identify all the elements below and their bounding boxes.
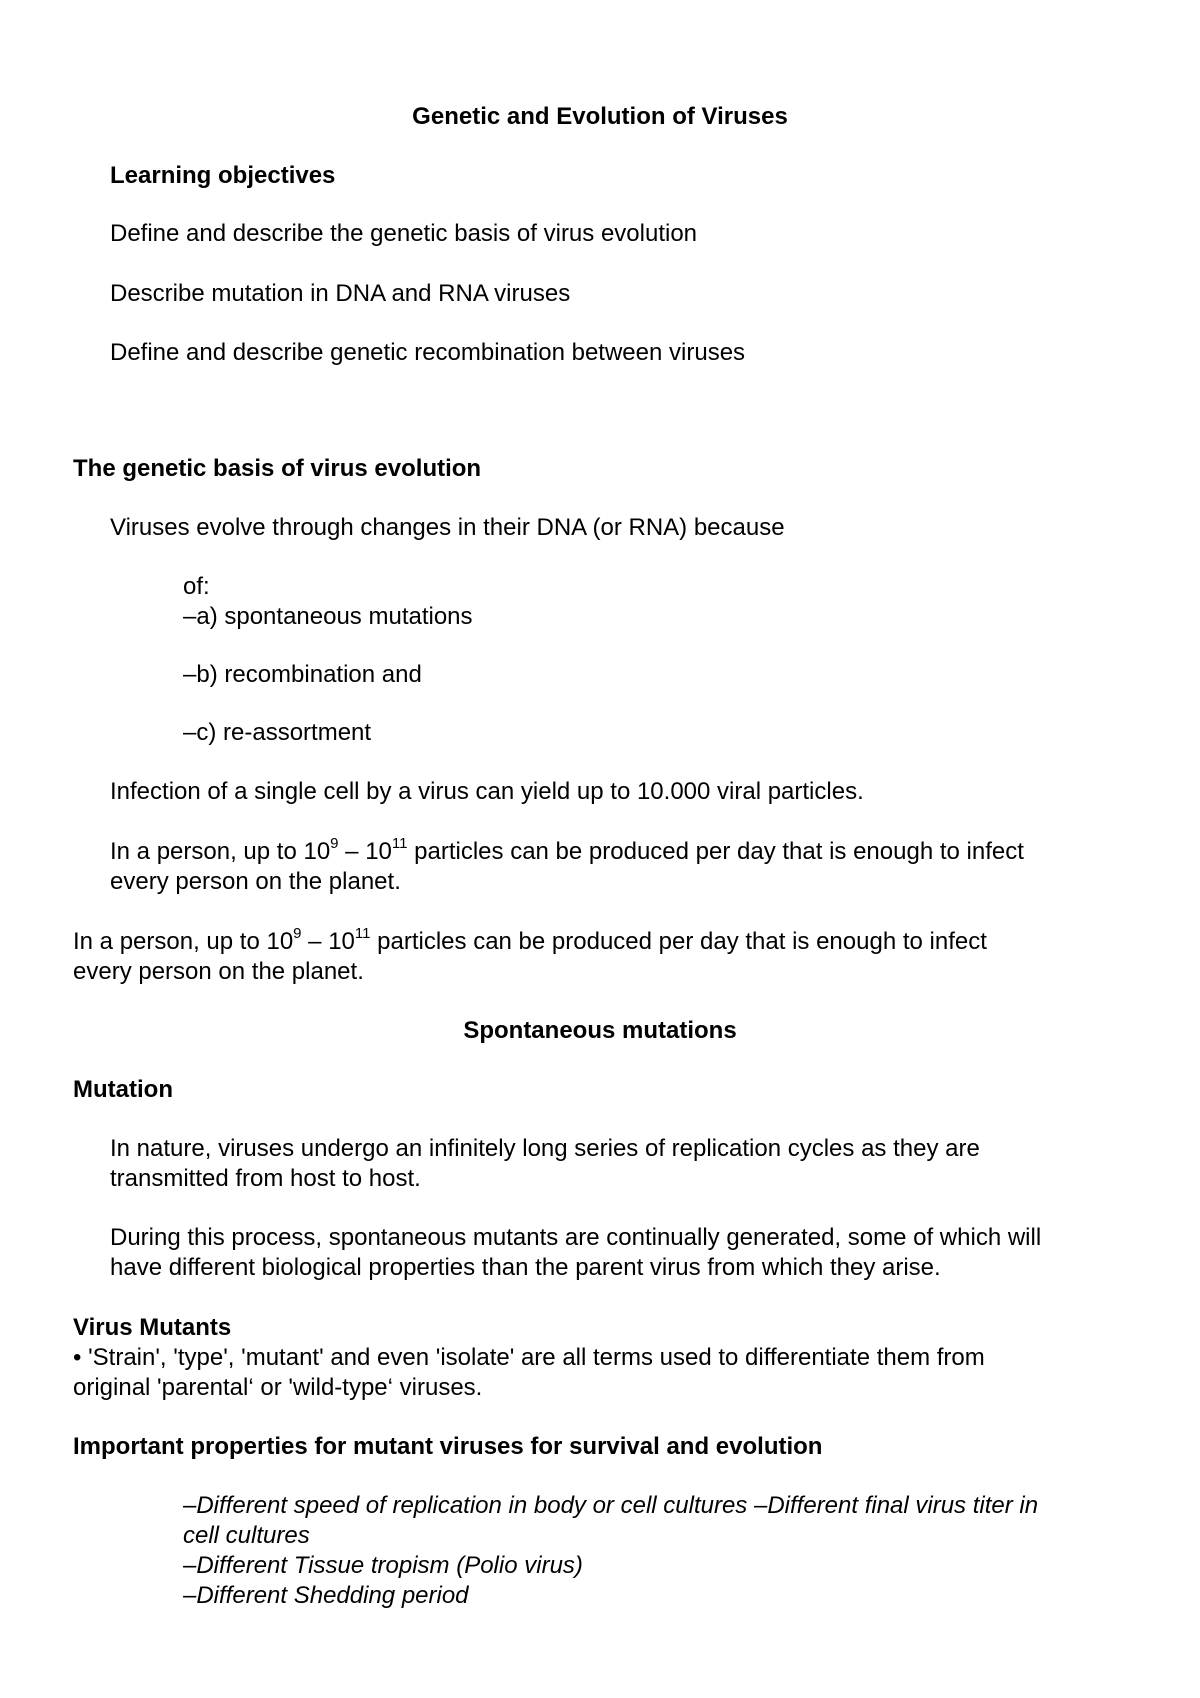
objective-item: Define and describe the genetic basis of virus evolution	[110, 220, 698, 247]
virus-mutants-text: • 'Strain', 'type', 'mutant' and even 'isolate' are all terms used to differentiate them from	[73, 1344, 985, 1371]
property-item: –Different Tissue tropism (Polio virus)	[183, 1552, 583, 1579]
mutation-paragraph: transmitted from host to host.	[110, 1165, 421, 1192]
person-text-line2: every person on the planet.	[73, 958, 364, 985]
property-item: –Different speed of replication in body or cell cultures –Different final virus titer in	[183, 1492, 1039, 1519]
section-heading-spontaneous: Spontaneous mutations	[463, 1017, 737, 1044]
objective-item: Define and describe genetic recombination between viruses	[110, 339, 746, 366]
basis-list-item: –c) re-assortment	[183, 719, 372, 746]
property-item: –Different Shedding period	[183, 1582, 469, 1609]
basis-list-item: –b) recombination and	[183, 661, 422, 688]
person-text-indented-line2: every person on the planet.	[110, 868, 401, 895]
virus-mutants-text: original 'parental‘ or 'wild-type‘ viruses.	[73, 1374, 483, 1401]
mutation-heading: Mutation	[73, 1076, 173, 1103]
document-title: Genetic and Evolution of Viruses	[412, 103, 788, 130]
person-text: In a person, up to $10^9 - 10^{11}$ particles can be produced per day that is enough to infect	[73, 925, 987, 955]
mutation-paragraph: In nature, viruses undergo an infinitely long series of replication cycles as they are	[110, 1135, 980, 1162]
properties-heading: Important properties for mutant viruses for survival and evolution	[73, 1433, 823, 1460]
mutation-paragraph: During this process, spontaneous mutants are continually generated, some of which will	[110, 1224, 1042, 1251]
objective-item: Describe mutation in DNA and RNA viruses	[110, 280, 571, 307]
person-text-indented: In a person, up to $10^9 - 10^{11}$ particles can be produced per day that is enough to infect	[110, 835, 1024, 865]
infection-text: Infection of a single cell by a virus can yield up to 10.000 viral particles.	[110, 778, 864, 805]
basis-list-item: –a) spontaneous mutations	[183, 603, 473, 630]
section-heading-genetic-basis: The genetic basis of virus evolution	[73, 455, 482, 482]
basis-of-label: of:	[183, 573, 210, 600]
objectives-heading: Learning objectives	[110, 162, 336, 189]
virus-mutants-heading: Virus Mutants	[73, 1314, 232, 1341]
mutation-paragraph: have different biological properties than the parent virus from which they arise.	[110, 1254, 941, 1281]
basis-intro: Viruses evolve through changes in their DNA (or RNA) because	[110, 514, 785, 541]
property-item: cell cultures	[183, 1522, 310, 1549]
